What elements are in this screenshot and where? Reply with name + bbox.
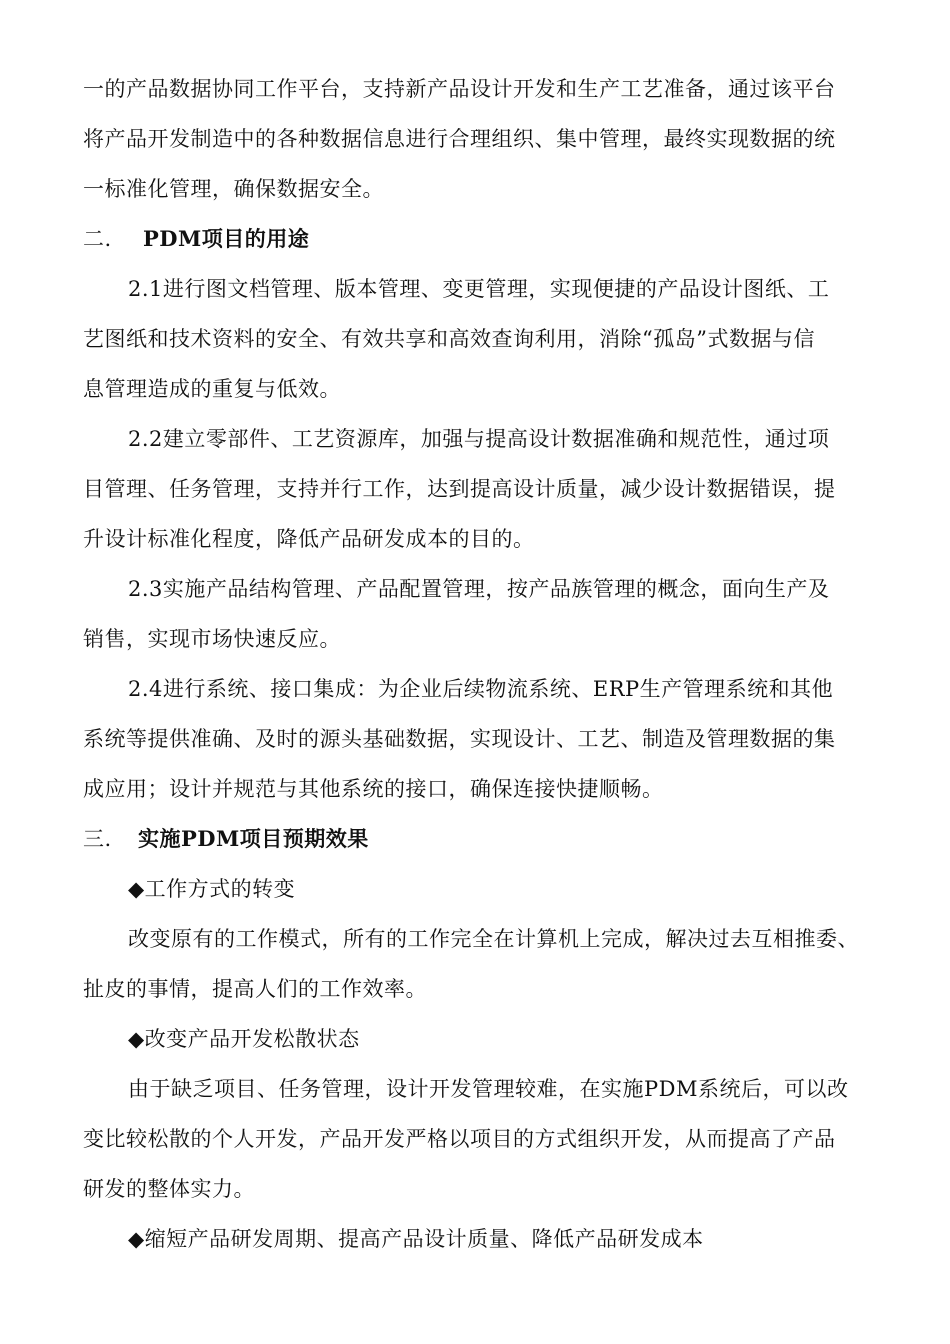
section-heading-3 xyxy=(83,825,369,853)
paragraph-line: 由于缺乏项目、任务管理，设计开发管理较难，在实施PDM系统后，可以改 xyxy=(128,1077,849,1101)
bullet-heading: ◆改变产品开发松散状态 xyxy=(128,1027,360,1051)
section-number: 三. xyxy=(83,827,112,851)
paragraph-line: 2.1进行图文档管理、版本管理、变更管理，实现便捷的产品设计图纸、工 xyxy=(128,277,830,301)
paragraph-line: 改变原有的工作模式，所有的工作完全在计算机上完成，解决过去互相推委、 xyxy=(128,927,859,951)
intro-line: 将产品开发制造中的各种数据信息进行合理组织、集中管理，最终实现数据的统 xyxy=(83,127,836,151)
bullet-heading: ◆工作方式的转变 xyxy=(128,877,296,901)
section-title: PDM项目的用途 xyxy=(143,226,310,251)
intro-line: 一标准化管理，确保数据安全。 xyxy=(83,177,384,201)
paragraph-line: 2.3实施产品结构管理、产品配置管理，按产品族管理的概念，面向生产及 xyxy=(128,577,830,601)
paragraph-line: 变比较松散的个人开发，产品开发严格以项目的方式组织开发，从而提高了产品 xyxy=(83,1127,836,1151)
section-heading-2 xyxy=(83,225,309,253)
section-number: 二. xyxy=(83,227,112,251)
paragraph-line: 2.4进行系统、接口集成：为企业后续物流系统、ERP生产管理系统和其他 xyxy=(128,677,834,701)
paragraph-line: 2.2建立零部件、工艺资源库，加强与提高设计数据准确和规范性，通过项 xyxy=(128,427,830,451)
paragraph-line: 艺图纸和技术资料的安全、有效共享和高效查询利用，消除“孤岛”式数据与信 xyxy=(83,327,815,351)
bullet-heading: ◆缩短产品研发周期、提高产品设计质量、降低产品研发成本 xyxy=(128,1227,704,1251)
paragraph-line: 成应用；设计并规范与其他系统的接口，确保连接快捷顺畅。 xyxy=(83,777,664,801)
paragraph-line: 目管理、任务管理，支持并行工作，达到提高设计质量，减少设计数据错误，提 xyxy=(83,477,836,501)
paragraph-line: 研发的整体实力。 xyxy=(83,1177,255,1201)
paragraph-line: 扯皮的事情，提高人们的工作效率。 xyxy=(83,977,427,1001)
intro-line: 一的产品数据协同工作平台，支持新产品设计开发和生产工艺准备，通过该平台 xyxy=(83,77,836,101)
paragraph-line: 息管理造成的重复与低效。 xyxy=(83,377,341,401)
paragraph-line: 升设计标准化程度，降低产品研发成本的目的。 xyxy=(83,527,535,551)
paragraph-line: 系统等提供准确、及时的源头基础数据，实现设计、工艺、制造及管理数据的集 xyxy=(83,727,836,751)
section-title: 实施PDM项目预期效果 xyxy=(138,826,369,851)
paragraph-line: 销售，实现市场快速反应。 xyxy=(83,627,341,651)
